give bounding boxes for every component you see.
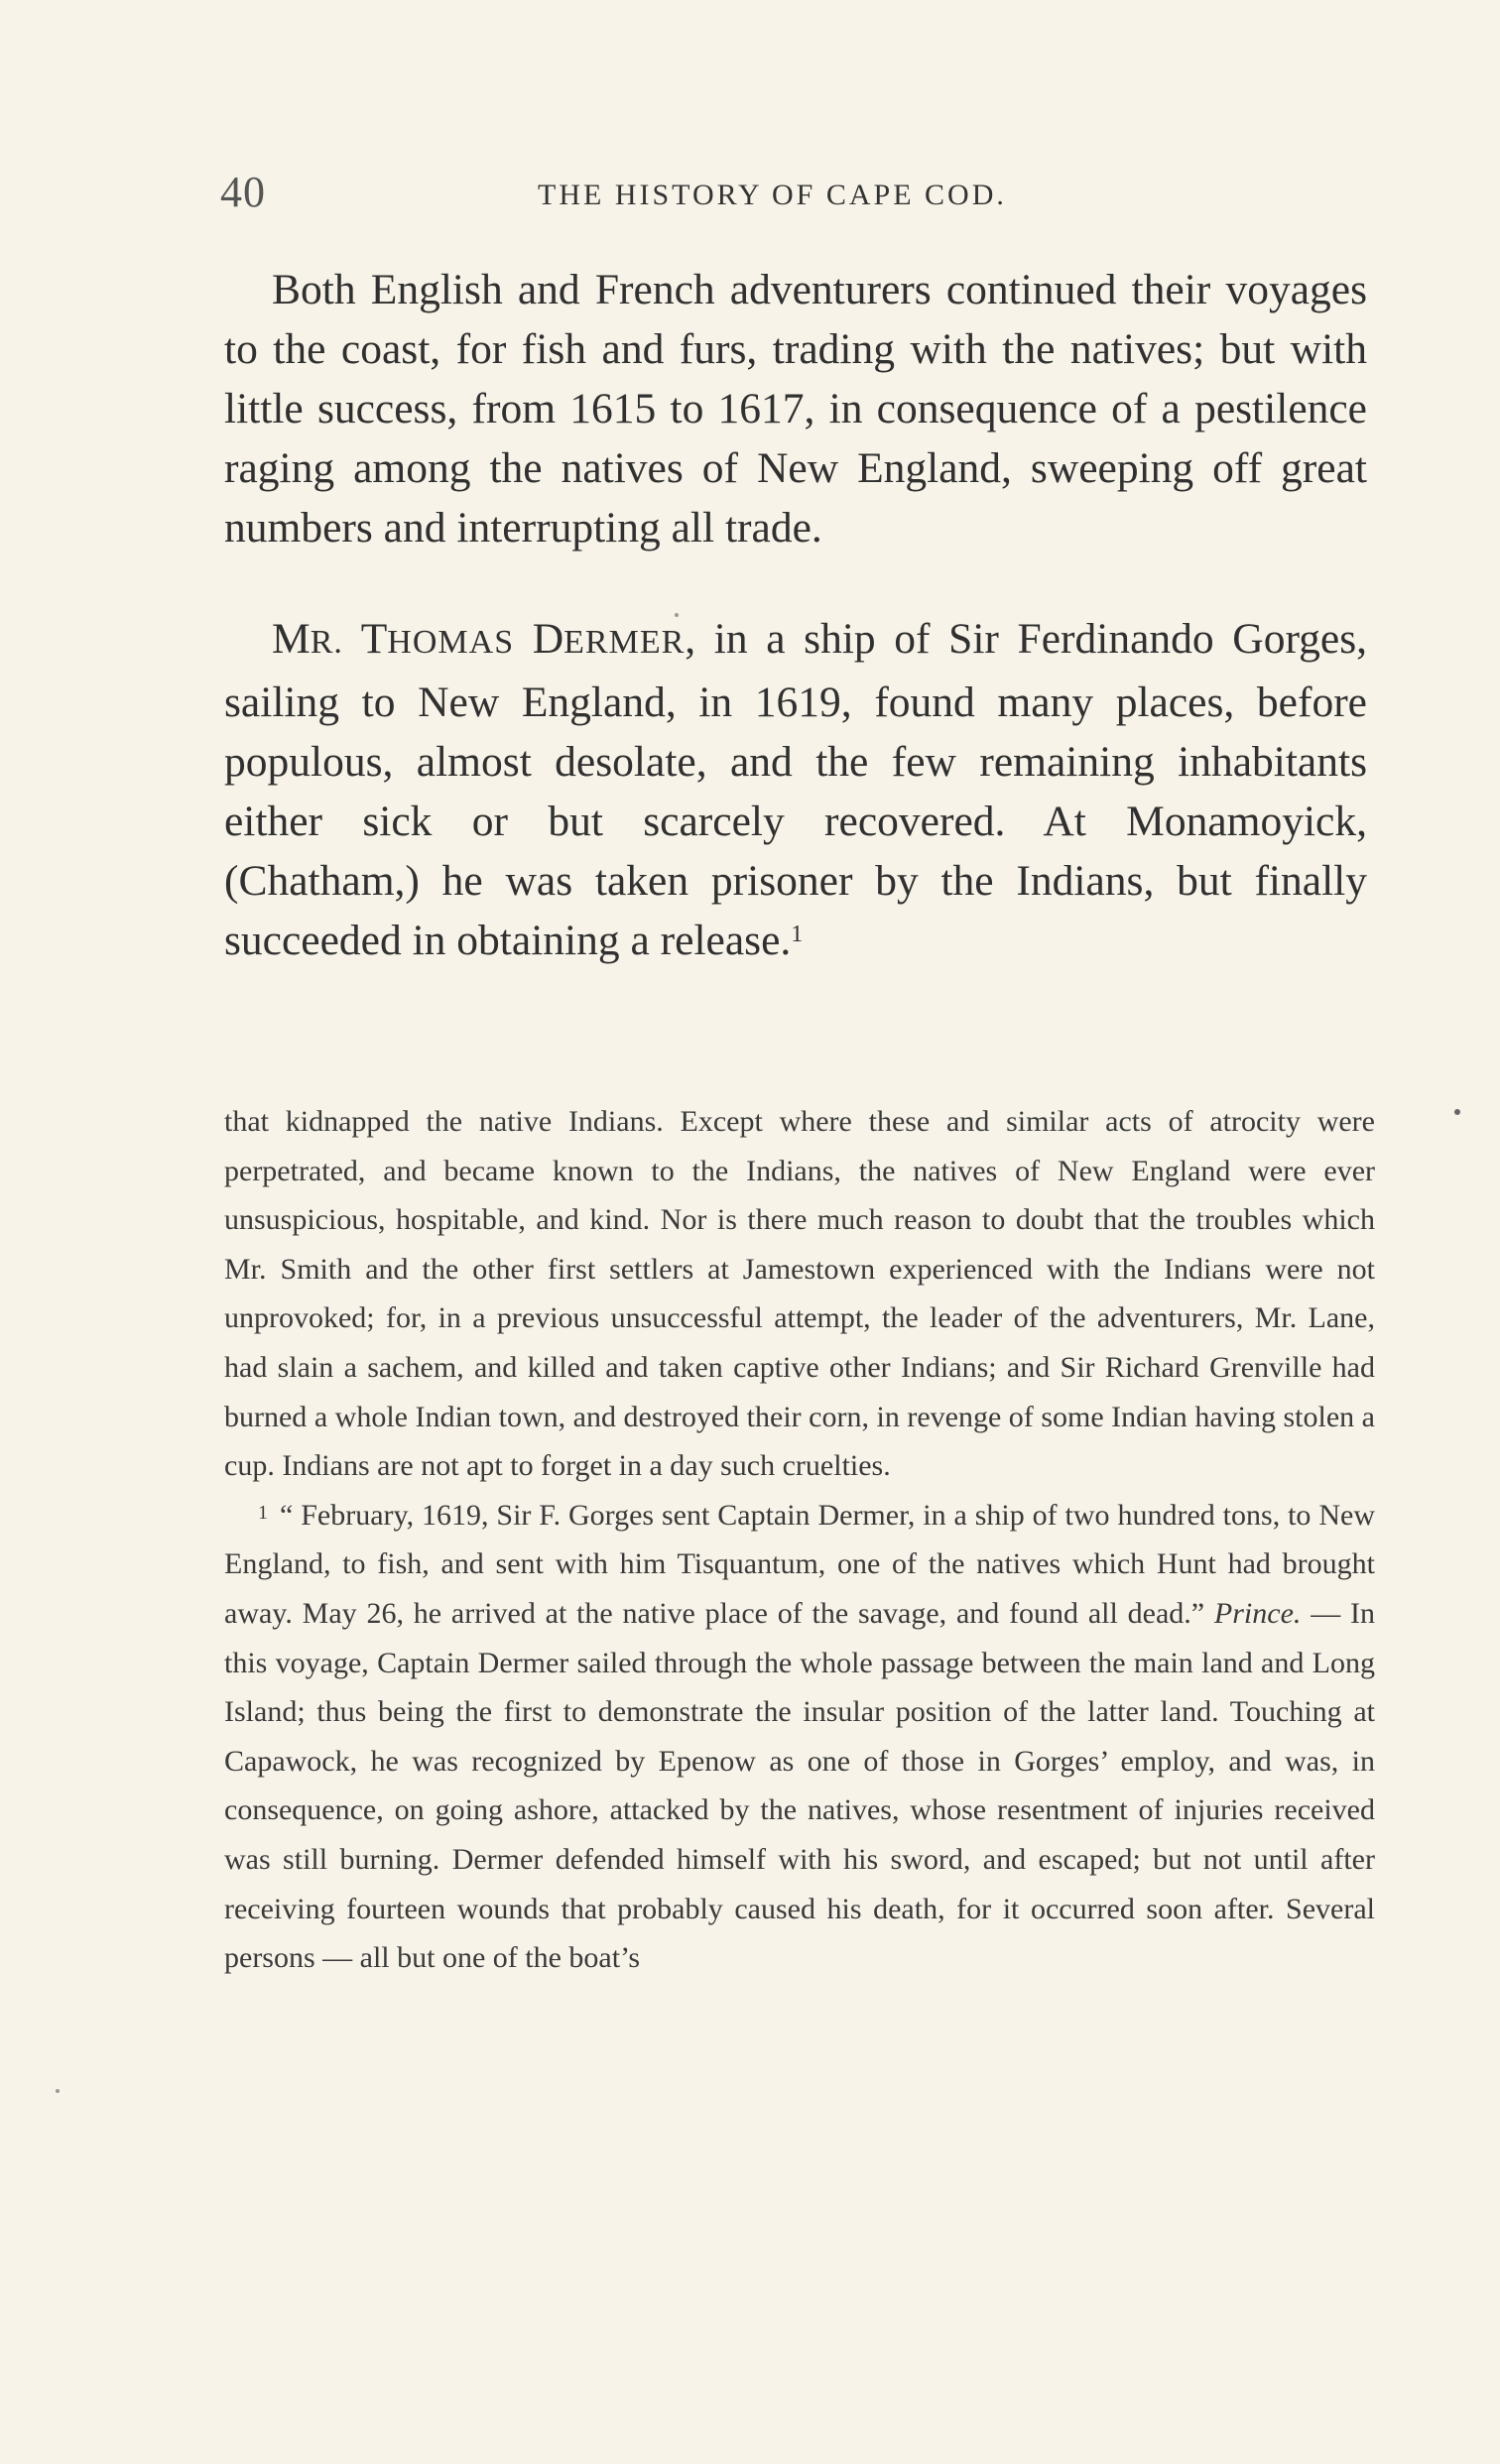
- name-initial-m: M: [272, 615, 311, 663]
- ink-speck: [675, 613, 679, 617]
- footnote-1-source: Prince.: [1213, 1596, 1302, 1630]
- page-header: [220, 167, 1371, 226]
- footnote-reference: 1: [791, 922, 804, 947]
- paragraph-1: [224, 260, 1367, 557]
- paragraph-2: [224, 609, 1367, 970]
- name-small-ermer: ERMER: [563, 624, 686, 661]
- footnote-1-text: — In this voyage, Captain Dermer sailed through the whole passage between the main land and Long Island; thus being the first to demonstrate the insular position of the latter land. Touching at Capawock, he was recognized by Epenow as one of those in Gorges’ employ, and was, in consequence, on going ashore, attacked by the natives, whose resentment of injuries received was still burning. Dermer defended himself with his sword, and escaped; but not until after receiving fourteen wounds that probably caused his death, for it occurred soon after. Several persons — all but one of the boat’s: [224, 1596, 1375, 1975]
- name-small-r: R.: [310, 624, 343, 661]
- ink-speck: [1454, 1109, 1460, 1115]
- name-initial-d: D: [532, 615, 564, 663]
- ink-speck: [56, 2089, 60, 2093]
- footnotes: [224, 1097, 1375, 1983]
- continued-footnote: that kidnapped the native Indians. Except where these and similar acts of atrocity were perpetrated, and became known to the Indians, the natives of New England were ever unsuspicious, hospitable, and kind. Nor is there much reason to doubt that the troubles which Mr. Smith and the other first settlers at Jamestown experienced with the Indians were not unprovoked; for, in a previous unsuccessful attempt, the leader of the adventurers, Mr. Lane, had slain a sachem, and killed and taken captive other Indians; and Sir Richard Grenville had burned a whole Indian town, and destroyed their corn, in revenge of some Indian having stolen a cup. Indians are not apt to forget in a day such cruelties.: [224, 1105, 1375, 1483]
- paragraph-1-text: Both English and French adventurers continued their voyages to the coast, for fish and furs, trading with the natives; but with little success, from 1615 to 1617, in consequence of a pestilence raging among the natives of New England, sweeping off great numbers and interrupting all trade.: [224, 266, 1367, 552]
- name-small-homas: HOMAS: [387, 624, 515, 661]
- footnote-1: [224, 1491, 1375, 1983]
- running-head: THE HISTORY OF CAPE COD.: [538, 179, 1007, 211]
- page-number: 40: [220, 168, 266, 216]
- name-initial-t: T: [360, 615, 388, 663]
- footnote-1-marker: 1: [258, 1501, 268, 1524]
- footnote-1-quote: “ February, 1619, Sir F. Gorges sent Captain Dermer, in a ship of two hundred tons, to New England, to fish, and sent with him Tisquantum, one of the natives which Hunt had brought away. May 26, he arrived at the native place of the savage, and found all dead.”: [224, 1498, 1375, 1630]
- paragraph-2-text: , in a ship of Sir Ferdinando Gorges, sailing to New England, in 1619, found many places, before populous, almost desolate, and the few remaining inhabitants either sick or but scarcely recovered. At Monamoyick, (Chatham,) he was taken prisoner by the Indians, but finally succeeded in obtaining a release.: [224, 615, 1368, 964]
- main-text: [224, 260, 1367, 970]
